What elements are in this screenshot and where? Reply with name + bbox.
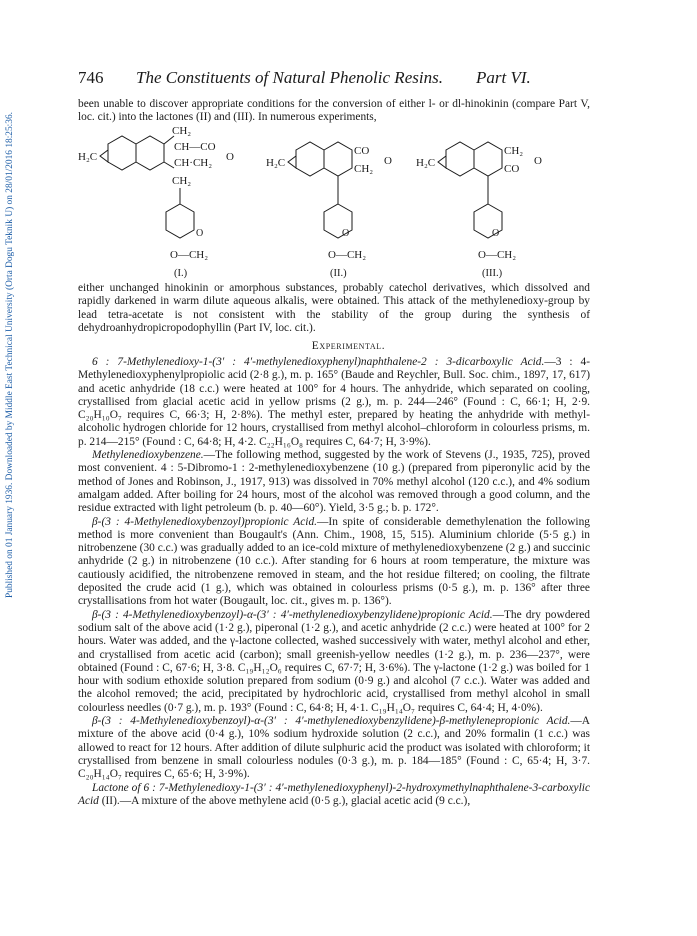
- svg-text:O—CH₂: O—CH₂: [478, 249, 517, 261]
- download-watermark: [2, 60, 18, 650]
- svg-text:CH₂: CH₂: [354, 163, 374, 175]
- svg-text:O: O: [534, 155, 542, 167]
- paragraph-lactone-body: (II).—A mixture of the above methylene acid (0·5 g.), glacial acetic acid (9 c.c.),: [98, 794, 471, 807]
- paragraph-naphthalene-acid-body: —3 : 4-Methylenedioxyphenylpropiolic acid (2·8 g.), m. p. 165° (Baude and Reychler, Bull. Soc. chim., 1897, 17, 617) and acetic anhydride (18 c.c.) were heated at 100° for 4 hours. The anhydride, which separated on cooling, crystallised from glacial acetic acid in yellow prisms (2 g.), m. p. 244—246° (Found : C, 66·1; H, 2·9. C₂₀H₁₀O₇ requires C, 66·3; H, 2·8%). The methyl ester, prepared by heating the anhydride with methyl-alcoholic hydrogen chloride for 12 hours, crystallised from methyl alcohol–chloroform in colourless prisms, m. p. 214—215° (Found : C, 64·8; H, 4·2. C₂₂H₁₆O₈ requires C, 64·7; H, 3·9%).: [78, 356, 591, 448]
- experimental-section: [78, 356, 590, 808]
- structure-label-ii: (II.): [330, 268, 347, 279]
- paragraph-methylenedioxybenzene-body: —The following method, suggested by the work of Stevens (J., 1935, 725), proved most convenient. 4 : 5-Dibromo-1 : 2-methylenedioxybenzene (10 g.) (prepared from piperonylic acid by the method of Jones and Robinson, J., 1917, 913) was dissolved in 70% methyl alcohol (120 c.c.), and 4% sodium amalgam added. After boiling for 24 hours, most of the alcohol was removed through a good column, and the residue extracted with light petroleum (b. p. 40—60°). Yield, 3·5 g.; b. p. 172°.: [78, 449, 590, 515]
- svg-text:H₂C: H₂C: [416, 157, 436, 169]
- paragraph-benzylidene-acid-title: β-(3 : 4-Methylenedioxybenzoyl)-α-(3′ : 4′-methylenedioxybenzylidene)propionic Acid.: [92, 608, 493, 621]
- paragraph-benzoylpropionic-acid-title: β-(3 : 4-Methylenedioxybenzoyl)propionic Acid.: [92, 515, 318, 528]
- intro-paragraph: [78, 98, 590, 125]
- structures-drawing: [78, 122, 598, 282]
- svg-text:O: O: [492, 228, 500, 239]
- paragraph-benzylidene-acid-body: —The dry powdered sodium salt of the above acid (1·2 g.), piperonal (1·2 g.), and acetic anhydride (2 c.c.) were heated at 100° for 2 hours. Water was added, and the γ-lactone collected, washed successively with water, methyl alcohol and ether, and crystallised from acetic acid (carbon); small greenish-yellow needles (1·2 g.), m. p. 236—237°, were obtained (Found : C, 67·6; H, 3·8. C₁₉H₁₂O₆ requires C, 67·7; H, 3·6%). The γ-lactone (1·2 g.) was boiled for 1 hour with sodium ethoxide solution prepared from sodium (0·9 g.) and alcohol (7 c.c.). Water was added and the alcohol removed; the acid, precipitated by hydrochloric acid, crystallised from methyl alcohol in small colourless needles (0·7 g.), m. p. 193° (Found : C, 64·8; H, 4·1. C₁₉H₁₄O₇ requires C, 64·4; H, 4·0%).: [78, 608, 590, 714]
- intro-text: been unable to discover appropriate conditions for the conversion of either l- or dl-hinokinin (compare Part V, loc. cit.) into the lactones (II) and (III). In numerous experiments,: [78, 98, 590, 124]
- structure-i: [78, 125, 234, 261]
- chemical-structures: [78, 122, 598, 282]
- svg-text:CO: CO: [504, 163, 520, 175]
- running-part: Part VI.: [476, 68, 531, 87]
- paragraph-naphthalene-acid-title: 6 : 7-Methylenedioxy-1-(3′ : 4′-methylenedioxyphenyl)naphthalene-2 : 3-dicarboxylic Acid.: [92, 356, 545, 368]
- paragraph-methylenepropionic-acid: [78, 715, 590, 781]
- paragraph-methylenepropionic-acid-title: β-(3 : 4-Methylenedioxybenzoyl)-α-(3′ : 4′-methylenedioxybenzylidene)-β-methylenepropionic Acid.: [92, 715, 571, 728]
- paragraph-lactone-title: Lactone of 6 : 7-Methylenedioxy-1-(3′ : 4′-methylenedioxyphenyl)-2-hydroxymethylnaphthalene-3-carboxylic Acid: [78, 781, 590, 807]
- svg-text:CH—CO: CH—CO: [174, 141, 216, 153]
- svg-text:O—CH₂: O—CH₂: [170, 249, 209, 261]
- experimental-heading: Experimental.: [311, 340, 386, 352]
- svg-text:O—CH₂: O—CH₂: [328, 249, 367, 261]
- structure-label-i: (I.): [174, 268, 188, 279]
- running-title: The Constituents of Natural Phenolic Resins.: [136, 68, 443, 87]
- svg-text:CO: CO: [354, 145, 370, 157]
- paragraph-benzoylpropionic-acid: [78, 516, 590, 609]
- svg-text:O: O: [342, 228, 350, 239]
- paragraph-benzylidene-acid: [78, 609, 590, 715]
- structure-iii: [416, 142, 542, 261]
- running-header: [78, 68, 598, 92]
- structure-label-iii: (III.): [482, 268, 503, 279]
- svg-text:CH₂: CH₂: [172, 175, 192, 187]
- structure-ii: [266, 142, 392, 261]
- download-watermark-text: Published on 01 January 1936. Downloaded by Middle East Technical University (Orta Dogu Teknik U) on 28/01/2016 18:25:36.: [5, 111, 15, 599]
- svg-text:O: O: [384, 155, 392, 167]
- paragraph-methylenedioxybenzene-title: Methylenedioxybenzene.: [92, 449, 204, 462]
- page-number: 746: [78, 68, 104, 87]
- svg-text:O: O: [196, 228, 204, 239]
- svg-text:CH₂: CH₂: [172, 125, 192, 137]
- svg-text:H₂C: H₂C: [78, 151, 98, 163]
- paragraph-naphthalene-acid: [78, 356, 590, 449]
- after-structures-paragraph: [78, 282, 590, 335]
- svg-text:CH·CH₂: CH·CH₂: [174, 157, 213, 169]
- svg-text:H₂C: H₂C: [266, 157, 286, 169]
- paragraph-benzoylpropionic-acid-body: —In spite of considerable demethylenation the following method is more convenient than Bougault's (Ann. Chim., 1908, 15, 515). Aluminium chloride (5·5 g.) in nitrobenzene (30 c.c.) was gradually added to an ice-cold mixture of methylenedioxybenzene (2 g.) and succinic anhydride (2 g.) in nitrobenzene (10 c.c.). After standing for 6 hours at room temperature, the mixture was cautiously acidified, the nitrobenzene removed in steam, and the hot residue filtered; on cooling, the filtrate deposited the crude acid (1 g.), which was obtained in colourless prisms (0·5 g.), m. p. 136° after three crystallisations from hot water (Bougault, loc. cit., gives m. p. 136°).: [78, 515, 590, 608]
- after-structures-text: either unchanged hinokinin or amorphous substances, probably catechol derivatives, which dissolved and rapidly darkened in warm dilute aqueous alkalis, were obtained. This attack of the methylenedioxy-group by lead tetra-acetate is not consistent with the stability of the group during the synthesis of dehydroanhydropicropodophyllin (Part IV, loc. cit.).: [78, 282, 590, 334]
- paragraph-methylenepropionic-acid-body: —A mixture of the above acid (0·4 g.), 10% sodium hydroxide solution (2 c.c.), and 20% formalin (1 c.c.) was allowed to react for 12 hours. After addition of dilute sulphuric acid the product was isolated with chloroform; it crystallised from benzene in small colourless nodules (0·3 g.), m. p. 184—185° (Found : C, 65·4; H, 3·7. C₂₀H₁₄O₇ requires C, 65·6; H, 3·9%).: [78, 715, 590, 781]
- svg-text:CH₂: CH₂: [504, 145, 524, 157]
- svg-text:O: O: [226, 151, 234, 163]
- paragraph-methylenedioxybenzene: [78, 449, 590, 515]
- paragraph-lactone: [78, 782, 590, 809]
